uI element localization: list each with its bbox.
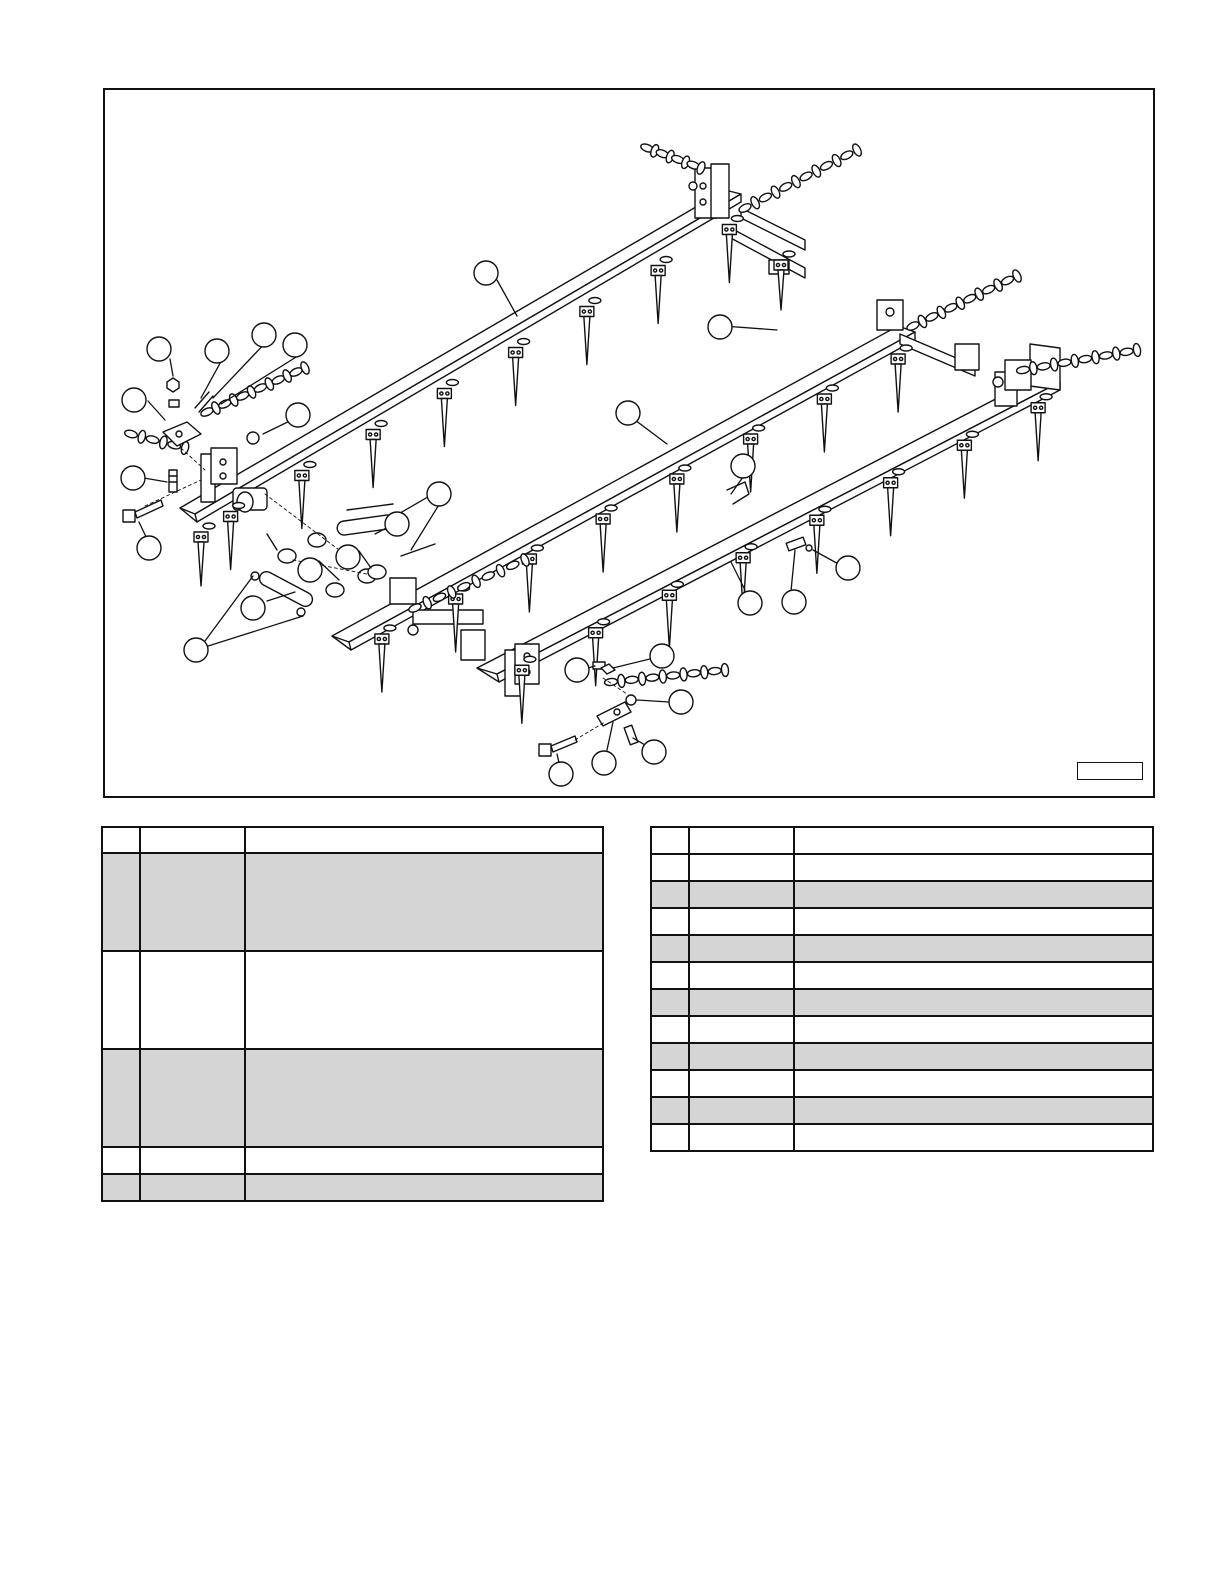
callout-18 [286,403,310,427]
cell-item [651,908,689,935]
hardware-rear-clevis [597,702,631,726]
cell-description [245,951,603,1049]
table-row [651,935,1153,962]
callout-10 [184,638,208,662]
header-description [794,827,1153,854]
tine [194,523,215,586]
cell-description [245,1147,603,1174]
cell-part-no [689,962,794,989]
cell-part-no [140,951,245,1049]
tine [810,506,831,573]
tine [295,462,316,529]
cell-part-no [689,854,794,881]
table-header-row [102,827,603,853]
cell-item [651,1016,689,1043]
figure-id-box [1077,762,1143,780]
callout-15 [205,339,229,363]
header-item [102,827,140,853]
cell-description [794,1097,1153,1124]
table-row [102,951,603,1049]
upper-harrow-front-hitch [689,164,729,218]
tine [589,619,610,686]
callout-9 [241,596,265,620]
cell-description [245,1174,603,1201]
header-part-no [689,827,794,854]
cell-item [102,951,140,1049]
tine [722,216,743,283]
cell-part-no [689,908,794,935]
tine [957,431,978,498]
hardware-rear-bolt [539,736,577,756]
cell-item [651,989,689,1016]
table-row [102,1049,603,1147]
cell-description [794,854,1153,881]
tine [437,380,458,447]
table-row [651,1070,1153,1097]
chain [640,142,707,175]
tine [884,469,905,536]
callout-17 [283,333,307,357]
callout-20 [836,556,860,580]
cell-part-no [140,853,245,951]
figure-id [1078,763,1079,764]
cell-description [794,1016,1153,1043]
tine [580,298,601,365]
hardware-tag-plate [786,537,812,551]
callout-16 [252,323,276,347]
cell-item [102,853,140,951]
callout-24 [669,690,693,714]
chain [906,269,1023,332]
table-header-row [651,827,1153,854]
callout-19 [782,590,806,614]
cell-item [651,962,689,989]
cell-part-no [689,1043,794,1070]
cell-part-no [140,1147,245,1174]
table-row [651,989,1153,1016]
tine [817,385,838,452]
cell-item [651,1124,689,1151]
cell-description [794,1070,1153,1097]
tine [1031,394,1052,461]
cell-description [245,853,603,951]
callout-8 [298,558,322,582]
table-row [651,1016,1153,1043]
callout-11 [147,337,171,361]
cell-description [794,935,1153,962]
cell-item [651,1070,689,1097]
cell-item [651,1097,689,1124]
cell-part-no [140,1049,245,1147]
hardware-spring-clip [727,482,749,504]
chain [738,143,863,214]
table-row [102,1174,603,1201]
tine [891,345,912,412]
tine [670,465,691,532]
table-row [651,881,1153,908]
cell-item [651,1043,689,1070]
cell-description [794,989,1153,1016]
cell-item [651,854,689,881]
cell-item [102,1147,140,1174]
table-row [651,1124,1153,1151]
hardware-nut-small [167,378,179,392]
cell-part-no [689,1097,794,1124]
tine [224,503,245,570]
callout-1 [474,261,498,285]
cell-description [794,1124,1153,1151]
table-row [651,1097,1153,1124]
hardware-lock-washer [169,400,179,407]
hardware-rear-short-bolt [624,725,638,745]
cell-part-no [689,1124,794,1151]
cell-description [794,962,1153,989]
callout-4 [731,454,755,478]
callout-23 [650,644,674,668]
callout-13 [121,466,145,490]
callout-3 [616,401,640,425]
callout-27 [549,762,573,786]
callout-25 [642,740,666,764]
header-part-no [140,827,245,853]
callout-6 [385,512,409,536]
cell-description [794,881,1153,908]
tines-layer [194,216,1052,724]
cell-item [102,1174,140,1201]
callout-12 [122,388,146,412]
table-row [651,908,1153,935]
parts-table-right [650,826,1154,1152]
table-row [651,854,1153,881]
cell-part-no [689,1016,794,1043]
hardware-hex-bolt-vertical [169,470,177,492]
tine [651,257,672,324]
header-item [651,827,689,854]
callout-26 [592,751,616,775]
callout-2 [708,315,732,339]
cell-item [651,935,689,962]
cell-description [245,1049,603,1147]
cell-item [651,881,689,908]
cell-item [102,1049,140,1147]
tine [774,251,795,310]
callout-5 [427,482,451,506]
cell-part-no [689,1070,794,1097]
parts-table-left [101,826,604,1202]
hardware-hex-bolt-long [123,500,163,522]
cell-description [794,908,1153,935]
harrow-assembly-drawing [105,90,1157,800]
cell-part-no [140,1174,245,1201]
callout-leaders [139,280,842,767]
table-row [651,962,1153,989]
table-row [102,853,603,951]
cell-part-no [689,989,794,1016]
tine [375,625,396,692]
callout-21 [738,591,762,615]
header-description [245,827,603,853]
callout-14 [137,536,161,560]
tine [596,505,617,572]
hardware-rear-nut [626,695,636,705]
cell-description [794,1043,1153,1070]
tine [509,339,530,406]
table-row [651,1043,1153,1070]
cell-part-no [689,881,794,908]
table-row [102,1147,603,1174]
callout-22 [565,658,589,682]
tine [662,581,683,648]
hardware-nylock-nut [247,432,259,444]
tine [366,421,387,488]
upper-harrow-bar [180,190,805,522]
cell-part-no [689,935,794,962]
callout-7 [336,545,360,569]
exploded-parts-diagram [103,88,1155,798]
